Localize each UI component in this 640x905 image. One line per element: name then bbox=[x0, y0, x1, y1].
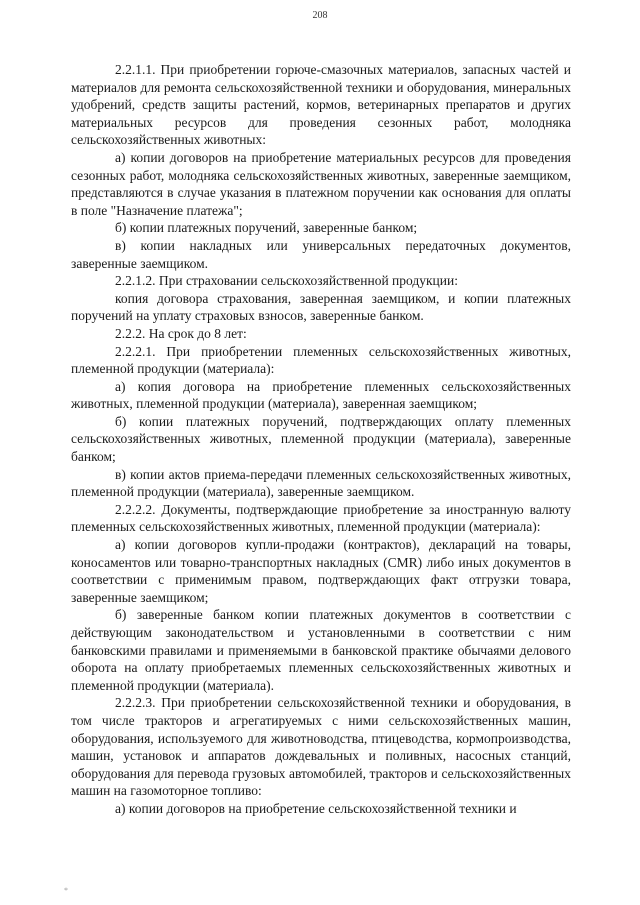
paragraph-2-2-1-2: 2.2.1.2. При страховании сельскохозяйственной продукции: bbox=[115, 273, 458, 289]
paragraph-item-a: а) копия договора на приобретение племенных сельскохозяйственных животных, племенной продукции (материала), заверенная заемщиком; bbox=[71, 378, 571, 412]
paragraph-item-b: б) заверенные банком копии платежных документов в соответствии с действующим законодательством и установленными в соответствии с ним банковскими правилами и применяемыми в банковской практике обычаями делового оборота на оплату приобретаемых племенных сельскохозяйственных животных и племенной продукции (материала). bbox=[71, 607, 571, 693]
page-number: 208 bbox=[312, 10, 328, 21]
paragraph-2-2-1-1: 2.2.1.1. При приобретении горюче-смазочных материалов, запасных частей и материалов для ремонта сельскохозяйственной техники и оборудования, минеральных удобрений, средств защиты растений, кормов, ветеринарных препаратов и других материальных ресурсов для проведения сезонных работ, молодняка сельскохозяйственных животных: bbox=[71, 62, 571, 148]
paragraph-item-a: а) копии договоров на приобретение сельскохозяйственной техники и bbox=[115, 800, 517, 816]
paragraph-2-2-2-3: 2.2.2.3. При приобретении сельскохозяйственной техники и оборудования, в том числе тракторов и агрегатируемых с ними сельскохозяйственных машин, оборудования, используемого для животноводства, птицеводства, кормопроизводства, машин, установок и аппаратов дождевальных и поливных, насосных станций, оборудования для перевода грузовых автомобилей, тракторов и сельскохозяйственных машин на газомоторное топливо: bbox=[71, 695, 571, 799]
document-body bbox=[71, 61, 571, 818]
paragraph-item-v: в) копии накладных или универсальных передаточных документов, заверенные заемщиком. bbox=[71, 237, 571, 271]
paragraph-item-b: б) копии платежных поручений, заверенные банком; bbox=[115, 220, 418, 236]
paragraph-2-2-2: 2.2.2. На срок до 8 лет: bbox=[115, 325, 247, 341]
paragraph-item-a: а) копии договоров купли-продажи (контрактов), деклараций на товары, коносаментов или товарно-транспортных накладных (CMR) либо иных документов в соответствии с применимым правом, подтверждающих факт отгрузки товара, заверенные заемщиком; bbox=[71, 537, 571, 605]
paragraph-2-2-2-1: 2.2.2.1. При приобретении племенных сельскохозяйственных животных, племенной продукции (материала): bbox=[71, 343, 571, 377]
paragraph-item-v: в) копии актов приема-передачи племенных сельскохозяйственных животных, племенной продукции (материала), заверенные заемщиком. bbox=[71, 466, 571, 500]
paragraph-item-b: б) копии платежных поручений, подтверждающих оплату племенных сельскохозяйственных животных, племенной продукции (материала), заверенные банком; bbox=[71, 413, 571, 465]
paragraph-2-2-2-2: 2.2.2.2. Документы, подтверждающие приобретение за иностранную валюту племенных сельскохозяйственных животных, племенной продукции (материала): bbox=[71, 501, 571, 535]
paragraph-insurance-copy: копия договора страхования, заверенная заемщиком, и копии платежных поручений на уплату страховых взносов, заверенные банком. bbox=[71, 290, 571, 324]
scan-mark: * bbox=[64, 886, 68, 895]
paragraph-item-a: а) копии договоров на приобретение материальных ресурсов для проведения сезонных работ, молодняка сельскохозяйственных животных, заверенные заемщиком, представляются в случае указания в платежном поручении как основания для оплаты в поле "Назначение платежа"; bbox=[71, 149, 571, 218]
